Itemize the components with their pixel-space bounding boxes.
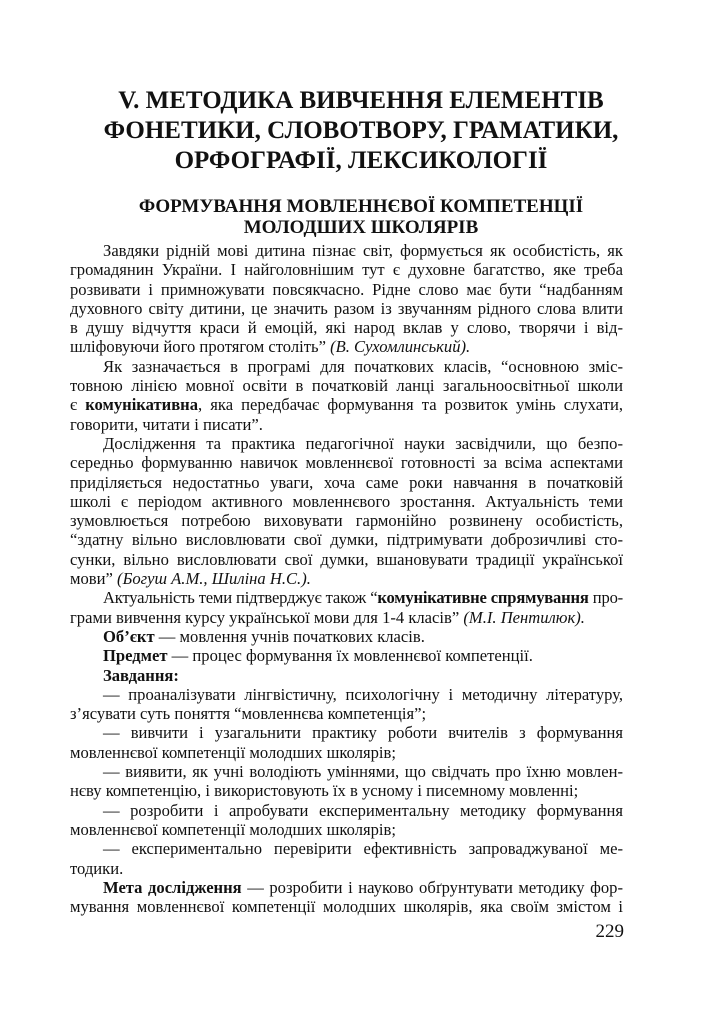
text-line: “здатну вільно висловлювати свої думки, підтримувати доброзичливі сто- <box>70 530 623 550</box>
task-line: — проаналізувати лінгвістичну, психологічну і методичну літературу, <box>103 684 623 704</box>
goal-line: мування мовленнєвої компетенції молодших школярів, яка своїм змістом і <box>70 897 623 917</box>
text-fragment: грами вивчення курсу української мови для 1-4 класів” <box>70 607 460 627</box>
text-line <box>70 395 623 414</box>
text-line: розвивати і примножувати повсякчасно. Рідне слово має бути “надбанням <box>70 279 623 299</box>
page-number: 229 <box>595 921 624 942</box>
chapter-title-line: V. МЕТОДИКА ВИВЧЕННЯ ЕЛЕМЕНТІВ <box>118 87 604 114</box>
task-line: з’ясувати суть поняття “мовленнєва компетенція”; <box>70 704 427 724</box>
subject-line <box>70 646 623 665</box>
text-line: школі є періодом активного мовленнєвого зростання. Актуальність теми <box>70 491 623 511</box>
text-line: Як зазначається в програмі для початкових класів, “основною зміс- <box>103 356 623 376</box>
bold-term: комунікативна <box>85 395 199 415</box>
chapter-title-line: ОРФОГРАФІЇ, ЛЕКСИКОЛОГІЇ <box>174 147 548 174</box>
object-text: — мовлення учнів початкових класів. <box>154 626 425 646</box>
quote-text: шліфовуючи його протягом століть” <box>70 337 326 357</box>
subject-text: — процес формування їх мовленнєвої компетенції. <box>167 646 533 666</box>
goal-text: — розробити і науково обґрунтувати методику фор- <box>241 877 623 897</box>
chapter-title <box>70 86 652 176</box>
text-line: духовного світу дитини, це значить разом із звучанням рідного слова влити <box>70 298 623 318</box>
section-title-line: МОЛОДШИХ ШКОЛЯРІВ <box>243 217 479 238</box>
goal-line <box>70 878 623 897</box>
task-line: тодики. <box>70 858 124 878</box>
citation: (М.І. Пентилюк). <box>463 607 585 627</box>
object-line <box>70 627 623 646</box>
quote-text: мови” <box>70 569 113 589</box>
task-line: — вивчити і узагальнити практику роботи вчителів з формування <box>103 723 623 743</box>
tasks-label: Завдання: <box>103 665 179 685</box>
citation: (Богуш А.М., Шиліна Н.С.). <box>117 569 311 589</box>
citation: (В. Сухомлинський). <box>330 337 471 357</box>
section-title <box>70 196 652 238</box>
text-fragment: , яка передбачає формування та розвиток умінь слухати, <box>198 395 623 415</box>
text-line <box>70 337 623 356</box>
text-line <box>70 608 623 627</box>
task-line: — експериментально перевірити ефективність запроваджуваної ме- <box>103 839 623 859</box>
text-line: громадянин України. І найголовнішим тут є духовне багатство, яке треба <box>70 260 623 280</box>
tasks-line <box>70 666 623 685</box>
text-line: сунки, вільно висловлювати свої думки, вшановувати традиції української <box>70 549 623 569</box>
chapter-title-line: ФОНЕТИКИ, СЛОВОТВОРУ, ГРАМАТИКИ, <box>103 117 619 144</box>
object-label: Об’єкт <box>103 626 155 646</box>
text-line: Дослідження та практика педагогічної науки засвідчили, що безпо- <box>103 433 623 453</box>
text-line: приділяється недостатньо уваги, хоча саме роки навчання в початковій <box>70 472 623 492</box>
section-title-line: ФОРМУВАННЯ МОВЛЕННЄВОЇ КОМПЕТЕНЦІЇ <box>138 196 584 217</box>
subject-label: Предмет <box>103 646 168 666</box>
task-line: нєву компетенцію, і використовують їх в усному і писемному мовленні; <box>70 781 579 801</box>
text-line <box>70 569 623 588</box>
text-fragment: Актуальність теми підтверджує також “ <box>103 588 378 608</box>
text-fragment: про- <box>588 588 623 608</box>
text-line: говорити, читати і писати”. <box>70 414 263 434</box>
bold-term: комунікативне спрямування <box>377 588 589 608</box>
text-fragment: є <box>70 395 86 415</box>
text-line: Завдяки рідній мові дитина пізнає світ, формується як особистість, як <box>103 241 623 260</box>
text-line: в душу відчуття краси й емоцій, які народ вклав у слово, творячи і від- <box>70 318 623 338</box>
body-text <box>70 241 623 916</box>
task-line: мовленнєвої компетенції молодших школярів; <box>70 742 396 762</box>
task-line: — розробити і апробувати експериментальну методику формування <box>103 800 623 820</box>
task-line: мовленнєвої компетенції молодших школярів; <box>70 819 396 839</box>
text-line: зумовлюється потребою виховувати гармонійно розвинену особистість, <box>70 511 623 531</box>
text-line <box>70 588 623 607</box>
text-line: середньо формуванню навичок мовленнєвої готовності за всіма аспектами <box>70 453 623 473</box>
text-line: товною лінією мовної освіти в початковій ланці загальноосвітньої школи <box>70 376 623 396</box>
goal-label: Мета дослідження <box>103 877 242 897</box>
task-line: — виявити, як учні володіють уміннями, що свідчать про їхню мовлен- <box>103 762 623 782</box>
